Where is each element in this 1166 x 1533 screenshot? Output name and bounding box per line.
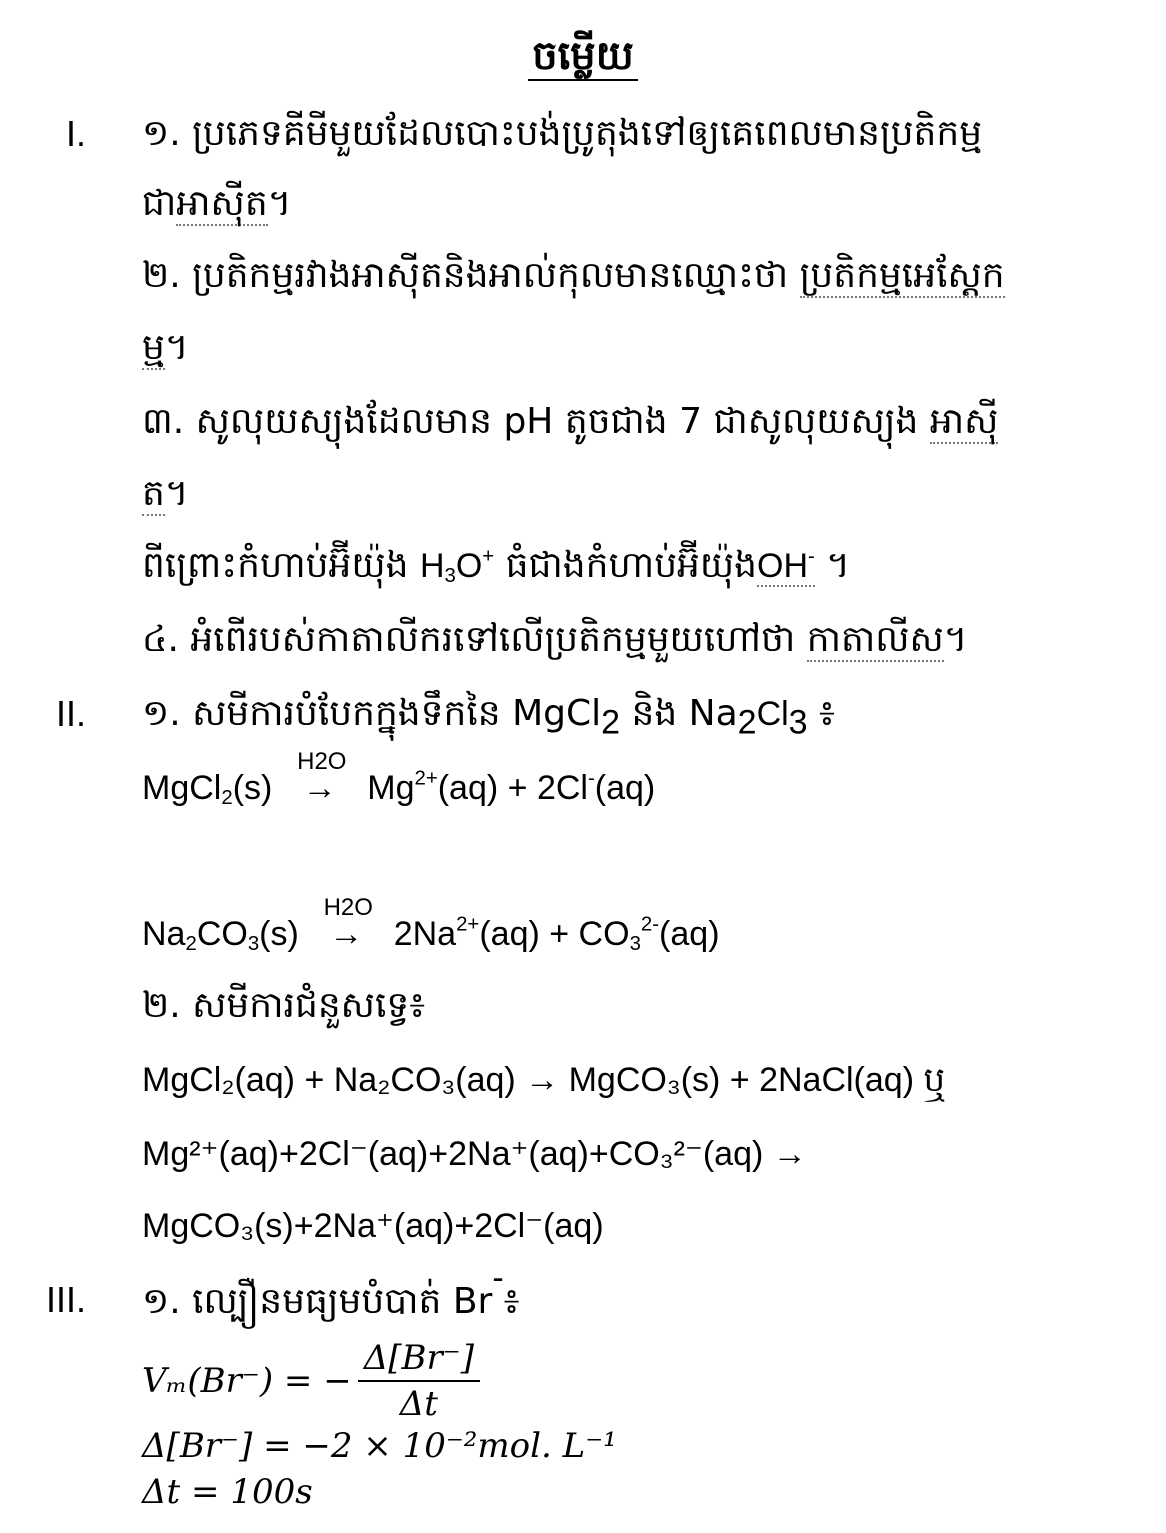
- s1-q3-answer-end: ត: [142, 473, 165, 514]
- s1-q2-line1: ២. ប្រតិកម្មរវាងអាស៊ីតនិងអាល់កុលមានឈ្មោះថា ប្រតិកម្មអេស្តែក: [142, 255, 1005, 296]
- s1-q3-line2: ត។: [142, 473, 189, 514]
- dissociation-equation-1: MgCl$_2$(s) H2O → $Mg^{2+}(aq) + 2Cl^-(aq)$: [142, 748, 656, 810]
- s1-q2-answer-end: ម្ម: [142, 327, 165, 368]
- s1-q2-line2: ម្ម។: [142, 327, 189, 368]
- section-2-number: II.: [56, 693, 87, 734]
- s1-q1-answer: អាស៊ីត: [176, 183, 268, 224]
- s3-q1-line: ១. ល្បឿនមធ្យមបំបាត់ Br-៖: [142, 1259, 520, 1322]
- rate-fraction: $\frac{\Delta[Br^-]}{\Delta t}$: [358, 1336, 480, 1426]
- s1-q1-line1: ១. ប្រភេទគីមីមួយដែលបោះបង់ប្រូតុងទៅឲ្យគេពេលមានប្រតិកម្ម: [142, 113, 983, 154]
- section-3-number: III.: [46, 1279, 87, 1320]
- ionic-equation-line2: MgCO₃(s)+2Na⁺(aq)+2Cl⁻(aq): [142, 1207, 604, 1245]
- s1-q2-answer: ប្រតិកម្មអេស្តែក: [799, 255, 1005, 296]
- s1-q3-answer: អាស៊ី: [929, 401, 999, 442]
- s1-q4-answer: កាតាលីស: [806, 619, 944, 660]
- hydroxide-ion: OH-: [757, 545, 815, 585]
- s1-q3-line3: ពីព្រោះកំហាប់អ៊ីយ៉ុង $H_3O^+$ ធំជាងកំហាប់អ៊ីយ៉ុងOH- ។: [142, 545, 851, 588]
- page-title: ចម្លើយ: [0, 28, 1166, 84]
- section-1-number: I.: [66, 113, 87, 154]
- s1-q3-line1: ៣. សូលុយស្យុងដែលមាន pH តូចជាង 7 ជាសូលុយស្យុង អាស៊ី: [142, 401, 999, 442]
- reaction-arrow: H2O →: [297, 748, 347, 807]
- reaction-arrow: H2O →: [323, 894, 373, 953]
- delta-time: Δt = 100s: [142, 1472, 313, 1512]
- ionic-equation-line1: Mg²⁺(aq)+2Cl⁻(aq)+2Na⁺(aq)+CO₃²⁻(aq) →: [142, 1135, 807, 1173]
- s2-q2-line: ២. សមីការជំនួសទ្វេ៖: [142, 985, 426, 1026]
- double-replacement-equation: MgCl₂(aq) + Na₂CO₃(aq) → MgCO₃(s) + 2NaCl(aq) ឬ: [142, 1061, 946, 1099]
- rate-formula: Vₘ(Br⁻) = − $\frac{\Delta[Br^-]}{\Delta t}$: [142, 1336, 480, 1426]
- dissociation-equation-2: $Na_2CO_3(s)$ H2O → $2Na^{2+}(aq) + CO_3^{2-}(aq)$: [142, 894, 720, 956]
- s1-q1-line2: ជាអាស៊ីត។: [142, 183, 292, 224]
- s1-q4-line: ៤. អំពើរបស់កាតាលីករទៅលើប្រតិកម្មមួយហៅថា កាតាលីស។: [142, 619, 968, 660]
- delta-concentration: Δ[Br⁻] = −2 × 10⁻²mol. L⁻¹: [142, 1426, 617, 1466]
- s2-q1-line: ១. សមីការបំបែកក្នុងទឹកនៃ MgCl$_2$ និង $Na_2Cl_3$ ៖: [142, 693, 835, 742]
